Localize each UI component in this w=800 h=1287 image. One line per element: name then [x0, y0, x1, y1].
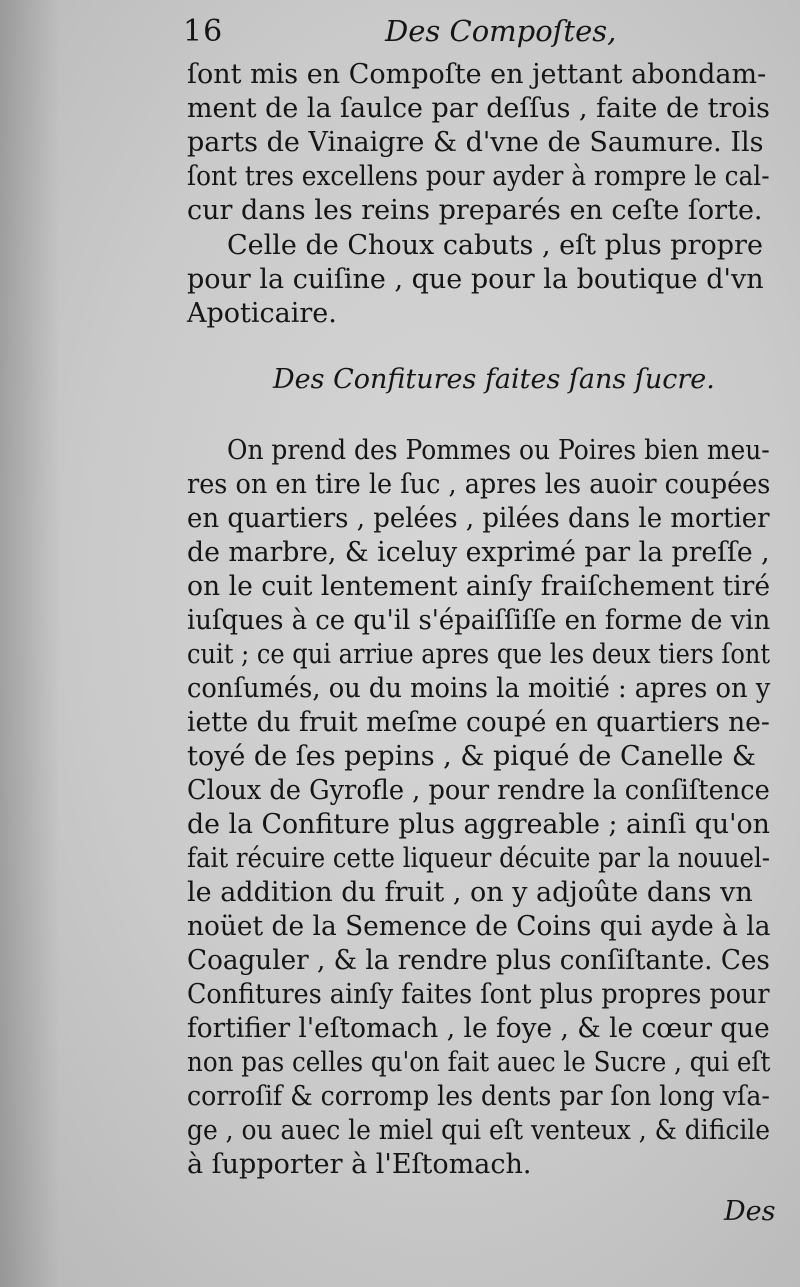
- text-line: de marbre, & iceluy exprimé par la preſſe ,: [187, 537, 770, 568]
- text-line: Apoticaire.: [187, 298, 337, 329]
- text-line: iette du fruit meſme coupé en quartiers ne-: [187, 707, 770, 738]
- catchword: Des: [724, 1196, 776, 1227]
- text-line: corroſif & corromp les dents par ſon long vſa-: [187, 1081, 770, 1112]
- text-line: Celle de Choux cabuts , eſt plus propre: [227, 230, 763, 261]
- text-line: Cloux de Gyrofle , pour rendre la conſiſtence: [187, 775, 770, 806]
- text-line: cur dans les reins preparés en ceſte ſorte.: [187, 195, 763, 226]
- text-line: toyé de ſes pepins , & piqué de Canelle &: [187, 741, 756, 772]
- text-line: conſumés, ou du moins la moitié : apres on y: [187, 673, 771, 704]
- text-line: res on en tire le ſuc , apres les auoir coupées: [187, 469, 771, 500]
- page-number: 16: [183, 14, 224, 49]
- text-line: pour la cuiſine , que pour la boutique d'vn: [187, 264, 764, 295]
- text-line: ge , ou auec le miel qui eſt venteux , & dificile: [187, 1115, 771, 1146]
- text-line: cuit ; ce qui arriue apres que les deux tiers ſont: [187, 639, 771, 670]
- text-line: de la Confiture plus aggreable ; ainſi qu'on: [187, 809, 770, 840]
- text-line: ſont mis en Compoſte en jettant abondam-: [187, 59, 767, 90]
- text-line: non pas celles qu'on fait auec le Sucre , qui eſt: [187, 1047, 771, 1078]
- text-line: le addition du fruit , on y adjoûte dans vn: [187, 877, 753, 908]
- text-line: On prend des Pommes ou Poires bien meu-: [227, 435, 770, 466]
- text-line: noüet de la Semence de Coins qui ayde à la: [187, 911, 771, 942]
- text-line: Coaguler , & la rendre plus conſiſtante. Ces: [187, 945, 770, 976]
- text-line: iuſques à ce qu'il s'épaiſſiſſe en forme de vin: [187, 605, 771, 636]
- text-line: ſont tres excellens pour ayder à rompre le cal-: [187, 161, 770, 192]
- text-line: on le cuit lentement ainſy fraiſchement tiré: [187, 571, 771, 602]
- text-line: fortifier l'eſtomach , le foye , & le cœur que: [187, 1013, 770, 1044]
- running-title: Des Compoſtes,: [385, 14, 617, 48]
- page-gutter-shadow: [0, 0, 60, 1287]
- text-line: en quartiers , pelées , pilées dans le mortier: [187, 503, 770, 534]
- text-line: parts de Vinaigre & d'vne de Saumure. Ils: [187, 127, 764, 158]
- text-line: à ſupporter à l'Eſtomach.: [187, 1149, 532, 1180]
- text-line: Confitures ainſy faites ſont plus propres pour: [187, 979, 770, 1010]
- text-line: fait récuire cette liqueur décuite par la nouuel-: [187, 843, 771, 874]
- section-title: Des Confitures faites ſans ſucre.: [273, 364, 715, 395]
- text-line: ment de la ſaulce par deſſus , faite de trois: [187, 93, 770, 124]
